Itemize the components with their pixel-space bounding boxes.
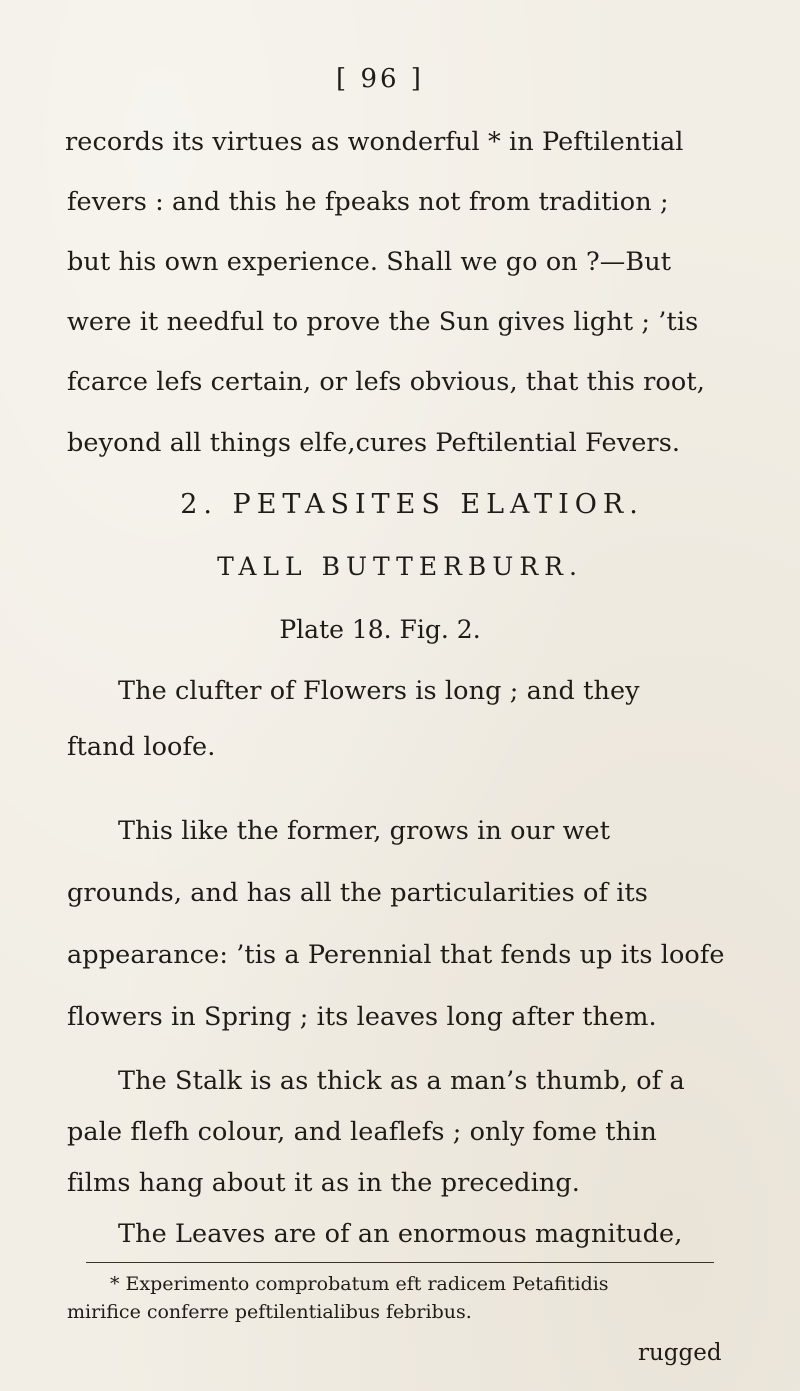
common-name-heading: TALL BUTTERBURR. — [217, 552, 583, 581]
text-line: records its virtues as wonderful * in Peftilential — [65, 127, 684, 157]
text-line: This like the former, grows in our wet — [118, 816, 611, 846]
text-line: The clufter of Flowers is long ; and they — [118, 676, 640, 706]
text-line: The Leaves are of an enormous magnitude, — [118, 1219, 683, 1249]
footnote-rule — [86, 1262, 714, 1263]
text-line: beyond all things elfe,cures Peftilential Fevers. — [67, 428, 681, 458]
text-line: films hang about it as in the preceding. — [67, 1168, 581, 1198]
text-line: grounds, and has all the particularities of its — [67, 878, 648, 908]
text-line: appearance: ’tis a Perennial that fends up its loofe — [67, 940, 725, 970]
species-heading: 2. PETASITES ELATIOR. — [180, 489, 644, 520]
plate-reference: Plate 18. Fig. 2. — [279, 615, 481, 644]
catchword: rugged — [638, 1340, 722, 1366]
text-line: The Stalk is as thick as a man’s thumb, of a — [118, 1066, 685, 1096]
text-line: fcarce lefs certain, or lefs obvious, that this root, — [67, 367, 705, 397]
text-line: flowers in Spring ; its leaves long after them. — [67, 1002, 657, 1032]
text-line: but his own experience. Shall we go on ?—But — [67, 247, 672, 277]
text-line: pale flefh colour, and leaflefs ; only fome thin — [67, 1117, 657, 1147]
text-line: ftand loofe. — [67, 732, 216, 762]
footnote-line: mirifice conferre peftilentialibus febribus. — [67, 1301, 472, 1323]
page-number: [ 96 ] — [336, 64, 424, 94]
footnote-line: * Experimento comprobatum eft radicem Petafitidis — [110, 1273, 609, 1295]
text-line: fevers : and this he fpeaks not from tradition ; — [67, 187, 669, 217]
text-line: were it needful to prove the Sun gives light ; ’tis — [67, 307, 699, 337]
